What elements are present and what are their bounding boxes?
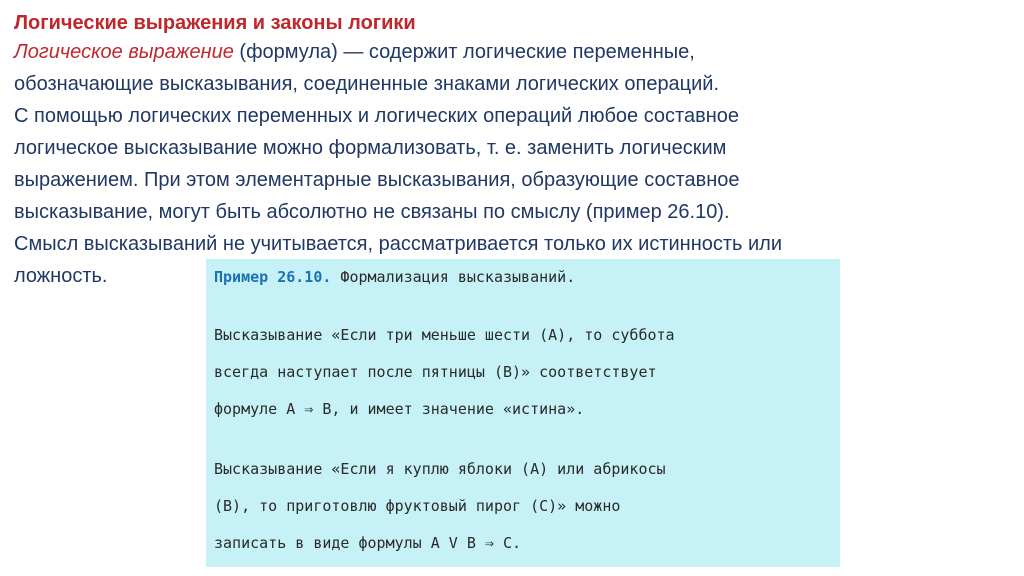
body-line-1 (14, 36, 1014, 68)
body-line-8: ложность. (14, 265, 108, 287)
example-heading (214, 265, 575, 289)
body-line-6: высказывание, могут быть абсолютно не связаны по смыслу (пример 26.10). (14, 201, 730, 223)
body-line-3: С помощью логических переменных и логических операций любое составное (14, 105, 740, 127)
example-p1-line-3: формуле A ⇒ B, и имеет значение «истина». (214, 400, 585, 418)
example-p1-line-1: Высказывание «Если три меньше шести (A), то суббота (214, 326, 675, 344)
example-paragraph-1 (214, 317, 832, 428)
body-line-5: выражением. При этом элементарные высказывания, образующие составное (14, 169, 740, 191)
example-p2-line-2: (B), то приготовлю фруктовый пирог (C)» можно (214, 497, 621, 515)
example-paragraph-2 (214, 451, 832, 562)
example-label: Пример 26.10. (214, 268, 332, 286)
example-p1-line-2: всегда наступает после пятницы (B)» соответствует (214, 363, 657, 381)
body-line-4: логическое высказывание можно формализовать, т. е. заменить логическим (14, 137, 727, 159)
example-box (206, 259, 840, 567)
slide-title: Логические выражения и законы логики (14, 12, 416, 34)
body-text (14, 36, 1014, 292)
example-p2-line-3: записать в виде формулы A V B ⇒ C. (214, 534, 522, 552)
body-line-2: обозначающие высказывания, соединенные знаками логических операций. (14, 73, 720, 95)
example-heading-text: Формализация высказываний. (331, 268, 576, 286)
term-highlight: Логическое выражение (14, 41, 234, 63)
body-line-1-rest: (формула) — содержит логические переменные, (233, 41, 695, 63)
body-line-7: Смысл высказываний не учитывается, рассматривается только их истинность или (14, 233, 783, 255)
example-p2-line-1: Высказывание «Если я куплю яблоки (A) или абрикосы (214, 460, 666, 478)
